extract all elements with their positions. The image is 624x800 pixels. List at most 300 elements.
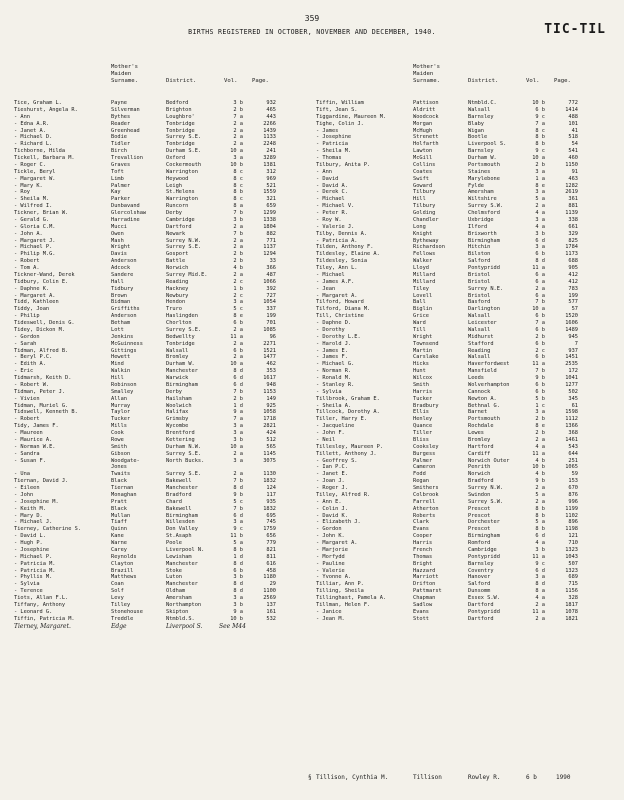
entry-page: 521 (266, 182, 276, 189)
entry-maiden-surname: Rowe (111, 436, 124, 443)
entry-name: - Roy (14, 189, 30, 196)
entry-page: 54 (571, 141, 578, 148)
entry-volume: 8 b (233, 189, 243, 196)
entry-name: - Pauline (316, 560, 345, 567)
entry-page: 1414 (565, 106, 578, 113)
entry-row (316, 430, 612, 437)
entry-row (316, 169, 612, 176)
entry-name: - Margaret A. (14, 292, 56, 299)
entry-district: Reading (166, 278, 189, 285)
column-header (316, 60, 612, 100)
entry-page: 161 (266, 608, 276, 615)
entry-name: - Leonard G. (14, 608, 53, 615)
entry-name: Tilling, Sheila (316, 588, 364, 595)
entry-maiden-surname: Collins (413, 161, 436, 168)
entry-row (316, 513, 612, 520)
entry-name: - Maureen (14, 430, 43, 436)
entry-name: - Marjorie (316, 546, 348, 553)
entry-maiden-surname: Marriott (413, 574, 439, 581)
entry-row (14, 162, 310, 169)
entry-volume: 2 b (535, 430, 545, 436)
entry-volume: 2 a (233, 450, 243, 457)
entry-page: 2821 (263, 423, 276, 430)
entry-row (14, 141, 310, 148)
entry-volume: 8 b (535, 134, 545, 141)
entry-name: - Mary K. (14, 182, 43, 189)
entry-row (14, 396, 310, 403)
entry-page: 1150 (565, 161, 578, 168)
entry-row (14, 492, 310, 499)
entry-row (316, 258, 612, 265)
entry-district: Bromley (166, 354, 189, 361)
entry-row (316, 595, 612, 602)
entry-row (316, 382, 612, 389)
entry-district: Durham W. (468, 155, 497, 161)
entry-name: - Sheila A. (316, 402, 352, 409)
entry-page: 1323 (565, 546, 578, 553)
entry-maiden-surname: Levy (111, 595, 124, 601)
entry-maiden-surname: Pattmarst (413, 588, 442, 595)
entry-district: Derby (166, 210, 182, 216)
entry-district: Halifax (166, 409, 189, 416)
entry-name: - Robert (14, 416, 40, 423)
entry-district: Brixworth (468, 230, 497, 237)
entry-page: 745 (266, 519, 276, 526)
entry-maiden-surname: Thomas (413, 553, 433, 560)
entry-row (14, 451, 310, 458)
entry-name: Tidswell, Kenneth B. (14, 409, 78, 416)
entry-page: 565 (266, 443, 276, 450)
entry-row (316, 203, 612, 210)
entry-name: Tideswell, Denis G. (14, 320, 75, 326)
entry-page: 1832 (263, 478, 276, 485)
entry-district: Walsall (468, 106, 491, 113)
entry-page: 1043 (565, 553, 578, 560)
entry-row (316, 327, 612, 334)
entry-district: Tonbridge (166, 120, 195, 127)
entry-district: Walsall (468, 354, 491, 361)
entry-district: Amersham (166, 595, 192, 601)
entry-district: Don Valley (166, 526, 198, 533)
entry-page: 1804 (263, 223, 276, 230)
entry-row (14, 581, 310, 588)
entry-maiden-surname: Ellis (413, 409, 429, 416)
entry-row (316, 471, 612, 478)
entry-district: Chelmsford (468, 210, 500, 216)
entry-volume: 2 a (233, 244, 243, 251)
column-header (14, 60, 310, 100)
entry-volume: 5 c (233, 498, 243, 505)
entry-row (316, 121, 612, 128)
entry-district: Hendon (166, 299, 186, 306)
entry-district: Wycombe (166, 423, 189, 430)
entry-page: 91 (571, 168, 578, 175)
entry-maiden-surname: McHugh (413, 127, 433, 134)
entry-row (14, 478, 310, 485)
entry-district: Surrey S.E. (166, 134, 202, 141)
entry-maiden-surname: Cooper (413, 533, 433, 540)
entry-maiden-surname: Harris (413, 388, 433, 395)
entry-maiden-surname: Allan (111, 395, 127, 402)
entry-district: Dunsomm (468, 588, 491, 595)
entry-volume: 4 b (233, 265, 243, 271)
entry-maiden-surname: Adcock (111, 265, 131, 271)
entry-volume: 2 b (535, 416, 545, 423)
footer-maiden: Tillison (413, 774, 442, 781)
entry-volume: 2 c (535, 347, 545, 354)
entry-volume: 7 b (233, 388, 243, 395)
entry-row (316, 224, 612, 231)
entry-district: Surrey N.W. (468, 485, 504, 491)
entry-page: 1085 (263, 326, 276, 333)
entry-volume: 3 b (233, 601, 243, 608)
entry-page: 882 (266, 230, 276, 237)
left-column (14, 60, 310, 631)
entry-name: Tildesley, Elaine A. (316, 251, 380, 258)
entry-row (14, 595, 310, 602)
entry-page: 659 (266, 203, 276, 210)
page-number: 359 (304, 14, 320, 23)
entry-name: - John F. (316, 430, 345, 436)
entry-maiden-surname: Biglin (413, 306, 433, 313)
entry-page: 996 (568, 498, 578, 505)
entry-district: Brentford (166, 430, 195, 436)
entry-district: Northampton (166, 601, 202, 608)
entry-page: 137 (266, 601, 276, 608)
entry-row (316, 279, 612, 286)
entry-maiden-surname: McGill (413, 155, 433, 161)
entry-name: Tiffin, William (316, 100, 364, 106)
entry-district: Walsall (468, 313, 491, 320)
entry-page: 518 (568, 134, 578, 141)
entry-page: 2248 (263, 141, 276, 148)
entry-district: Midhurst (468, 333, 494, 340)
entry-row (316, 526, 612, 533)
entry-row (316, 602, 612, 609)
entry-district: Hackney (166, 285, 189, 292)
entry-page: 361 (568, 196, 578, 203)
entry-district: Hanover (468, 574, 491, 581)
entry-page: 61 (571, 402, 578, 409)
entry-maiden-surname: Colbrook (413, 491, 439, 498)
entry-page: 117 (266, 491, 276, 498)
entry-volume: 1 b (233, 285, 243, 292)
entry-maiden-surname: Coan (111, 581, 124, 588)
entry-district: Manchester (166, 560, 198, 567)
entry-row (14, 293, 310, 300)
entry-volume: 9 c (535, 113, 545, 120)
entry-maiden-surname: Bliss (413, 436, 429, 443)
entry-volume: 3 b (535, 546, 545, 553)
entry-page: 153 (568, 478, 578, 485)
entry-row (14, 423, 310, 430)
entry-district: Poole (166, 540, 182, 546)
entry-district: St.Asaph (166, 533, 192, 540)
entry-page: 1100 (263, 588, 276, 595)
entry-volume: 6 b (535, 340, 545, 347)
entry-row (316, 320, 612, 327)
entry-row (14, 533, 310, 540)
entry-maiden-surname: Lott (111, 326, 124, 333)
entry-page: 937 (568, 347, 578, 354)
entry-district: Hitchin (468, 244, 491, 251)
entry-name: - Derek C. (316, 189, 348, 196)
entry-name: - Josephine M. (14, 498, 59, 505)
entry-district: Battle (166, 258, 186, 265)
entry-volume: 2 b (535, 161, 545, 168)
entry-page: 715 (568, 581, 578, 588)
entry-page: 1137 (263, 244, 276, 251)
entry-volume: 10 a (230, 148, 243, 155)
header-page: Page. (554, 78, 571, 84)
entry-district: Staines (468, 168, 491, 175)
entry-page: 935 (266, 498, 276, 505)
entry-volume: 8 c (233, 196, 243, 203)
entry-row (316, 341, 612, 348)
entry-maiden-surname: Mash (111, 237, 124, 244)
entry-volume: 10 b (230, 161, 243, 168)
entry-row (316, 196, 612, 203)
entry-page: 460 (568, 155, 578, 161)
entry-page: 1817 (565, 601, 578, 608)
entry-volume: 4 a (535, 210, 545, 216)
entry-volume: 6 b (233, 320, 243, 326)
entry-page: 172 (568, 368, 578, 375)
entry-district: Pontypridd (468, 265, 500, 271)
entry-row (316, 272, 612, 279)
entry-page: 2266 (263, 120, 276, 127)
entry-district: Derby (166, 388, 182, 395)
entry-page: 1054 (263, 299, 276, 306)
entry-district: Romford (468, 540, 491, 546)
entry-page: 577 (568, 299, 578, 306)
entry-page: 1461 (565, 436, 578, 443)
entry-name: - Eileen (14, 485, 40, 491)
entry-name: Tiernan, David J. (14, 478, 69, 485)
entry-name: - Margaret A. (316, 292, 358, 299)
entry-row (14, 574, 310, 581)
entry-page: 670 (568, 485, 578, 491)
entry-district: Norwich Outer (468, 457, 510, 464)
entry-district: Barnsley (468, 113, 494, 120)
entry-name: - Edith A. (14, 361, 46, 368)
entry-volume: 3 b (535, 230, 545, 237)
entry-district: Cambridge (468, 546, 497, 553)
entry-name: - Jean M. (316, 615, 345, 622)
entry-maiden-surname: Hill (413, 196, 426, 203)
entry-page: 695 (266, 512, 276, 519)
entry-name: - Richard L. (14, 141, 53, 148)
entry-name: - Michael G. (316, 361, 355, 368)
entry-page: 2535 (565, 361, 578, 368)
entry-maiden-surname: Cook (111, 430, 124, 436)
entry-district: Tonbridge (166, 340, 195, 347)
entry-name: - Roger C. (14, 161, 46, 168)
entry-row (14, 231, 310, 238)
entry-maiden-surname: Mills (111, 423, 127, 430)
entry-page: 241 (266, 148, 276, 155)
entry-page: 532 (266, 615, 276, 622)
entry-district: Coventry (468, 567, 494, 574)
entry-row (316, 354, 612, 361)
entry-row (316, 238, 612, 245)
entry-name: Tillesley, Maureen P. (316, 443, 383, 450)
entry-maiden-surname: Roberts (413, 512, 436, 519)
entry-district: Truro (166, 306, 182, 313)
entry-row (14, 403, 310, 410)
entry-row (316, 574, 612, 581)
entry-name: - James E. (316, 347, 348, 354)
entry-volume: 4 a (535, 595, 545, 601)
entry-maiden-surname: Woodcock (413, 113, 439, 120)
handwritten-entry: Tierney, Margaret. Edge Liverpool S. See M44 (14, 622, 246, 630)
entry-page: 969 (266, 175, 276, 182)
entry-district: Runcorn (166, 203, 189, 210)
entry-page: 543 (568, 443, 578, 450)
header-vol: Vol. (224, 78, 238, 84)
entry-volume: 2 a (233, 120, 243, 127)
entry-page: 465 (266, 106, 276, 113)
entry-page: 337 (266, 306, 276, 313)
entry-volume: 4 b (535, 471, 545, 478)
entry-name: - Beryl P.C. (14, 354, 53, 361)
entry-name: Tiley, Ann L. (316, 265, 358, 271)
entry-name: - Jean (316, 285, 336, 292)
entry-page: 1112 (565, 416, 578, 423)
entry-maiden-surname: Wright (413, 333, 433, 340)
entry-page: 1173 (565, 251, 578, 258)
entry-page: 825 (568, 237, 578, 244)
entry-name: - Janice (316, 608, 342, 615)
entry-page: 1198 (565, 526, 578, 533)
entry-volume: 10 a (230, 443, 243, 450)
entry-district: Barnsley (468, 560, 494, 567)
entry-row (14, 169, 310, 176)
entry-volume: 2 a (233, 223, 243, 230)
entry-page: 1282 (565, 182, 578, 189)
entry-row (316, 409, 612, 416)
entry-district: Hailsham (166, 395, 192, 402)
entry-district: Surrey S.E. (166, 326, 202, 333)
entry-volume: 8 e (535, 182, 545, 189)
entry-district: Brighton (166, 106, 192, 113)
entry-district: Durham W. (166, 361, 195, 368)
entry-volume: 8 d (535, 258, 545, 265)
entry-row (14, 299, 310, 306)
entry-page: 1718 (263, 416, 276, 423)
entry-row (316, 189, 612, 196)
entry-district: St.Helens (166, 189, 195, 196)
entry-volume: 2 a (535, 498, 545, 505)
entry-page: 1133 (263, 134, 276, 141)
entry-row (316, 416, 612, 423)
entry-name: Tift, Jean S. (316, 106, 358, 113)
entry-name: - Sheila M. (14, 196, 50, 203)
entry-maiden-surname: Parker (111, 196, 131, 203)
entry-district: Bristol (468, 271, 491, 278)
entry-district: Durham N.W. (166, 443, 202, 450)
entry-name: - Janet A. (14, 127, 46, 134)
entry-maiden-surname: Townsend (413, 340, 439, 347)
entry-row (14, 327, 310, 334)
entry-name: Tilley, Alfred R. (316, 491, 371, 498)
entry-maiden-surname: Black (111, 478, 127, 485)
entry-name: - Ian P.C. (316, 464, 348, 471)
entry-volume: 2 a (233, 471, 243, 478)
entry-row (316, 485, 612, 492)
entry-name: - Michael D. (14, 134, 53, 141)
entry-page: 312 (266, 168, 276, 175)
entry-district: Hartford (468, 443, 494, 450)
entry-volume: 8 b (535, 512, 545, 519)
entry-volume: 8 b (535, 141, 545, 148)
entry-row (316, 389, 612, 396)
entry-volume: 5 a (233, 540, 243, 546)
entry-page: 412 (568, 278, 578, 285)
entry-row (316, 148, 612, 155)
entry-district: Stafford (468, 340, 494, 347)
entry-maiden-surname: Hazzard (413, 567, 436, 574)
entry-row (14, 176, 310, 183)
entry-maiden-surname: Treddle (111, 615, 134, 622)
entry-page: 1477 (263, 354, 276, 361)
entry-maiden-surname: Limb (111, 175, 124, 182)
entry-district: Oldham (166, 588, 186, 595)
entry-maiden-surname: Dunbavand (111, 203, 140, 210)
entry-volume: 6 b (535, 388, 545, 395)
entry-district: Birmingham (468, 533, 500, 540)
entry-page: 1065 (565, 464, 578, 471)
entry-district: Bristol (468, 292, 491, 299)
entry-maiden-surname: Pratt (111, 498, 127, 505)
entry-page: 772 (568, 100, 578, 106)
entry-volume: 1 d (233, 402, 243, 409)
entry-row (316, 588, 612, 595)
entry-page: 779 (266, 540, 276, 546)
entry-district: Surrey S.E. (166, 244, 202, 251)
entry-name: Tierney, Catherine S. (14, 526, 81, 533)
entry-page: 1066 (263, 278, 276, 285)
entry-volume: 6 d (535, 567, 545, 574)
entry-page: 149 (266, 395, 276, 402)
entry-maiden-surname: Kay (111, 189, 121, 196)
entry-maiden-surname: Woodgate- (111, 457, 140, 464)
entry-volume: 10 a (532, 155, 545, 161)
entry-district: Bakewell (166, 505, 192, 512)
entry-page: 1381 (263, 161, 276, 168)
entry-name: Tilliar, Ann P. (316, 581, 364, 588)
entry-volume: 11 a (230, 333, 243, 340)
entry-maiden-surname: Quinn (111, 526, 127, 533)
entry-maiden-surname: Clark (413, 519, 429, 526)
entry-name: - Daphne K. (14, 285, 50, 292)
entry-maiden-surname: Anderson (111, 313, 137, 320)
entry-district: Wigan (468, 127, 484, 134)
entry-district: Grimsby (166, 416, 189, 423)
entry-page: 1145 (263, 450, 276, 457)
entry-maiden-surname: Birch (111, 148, 127, 155)
entry-name: Tidd, Kathleen (14, 299, 59, 306)
entry-volume: 7 b (233, 210, 243, 216)
entry-volume: 6 a (535, 292, 545, 299)
entry-volume: 11 b (230, 533, 243, 540)
entry-volume: 3 a (233, 155, 243, 161)
entry-volume: 3 a (233, 299, 243, 306)
entry-row (316, 506, 612, 513)
entry-name: - Susan F. (14, 457, 46, 464)
entry-maiden-surname: Tiley (413, 285, 429, 292)
entry-district: Willesden (166, 519, 195, 526)
